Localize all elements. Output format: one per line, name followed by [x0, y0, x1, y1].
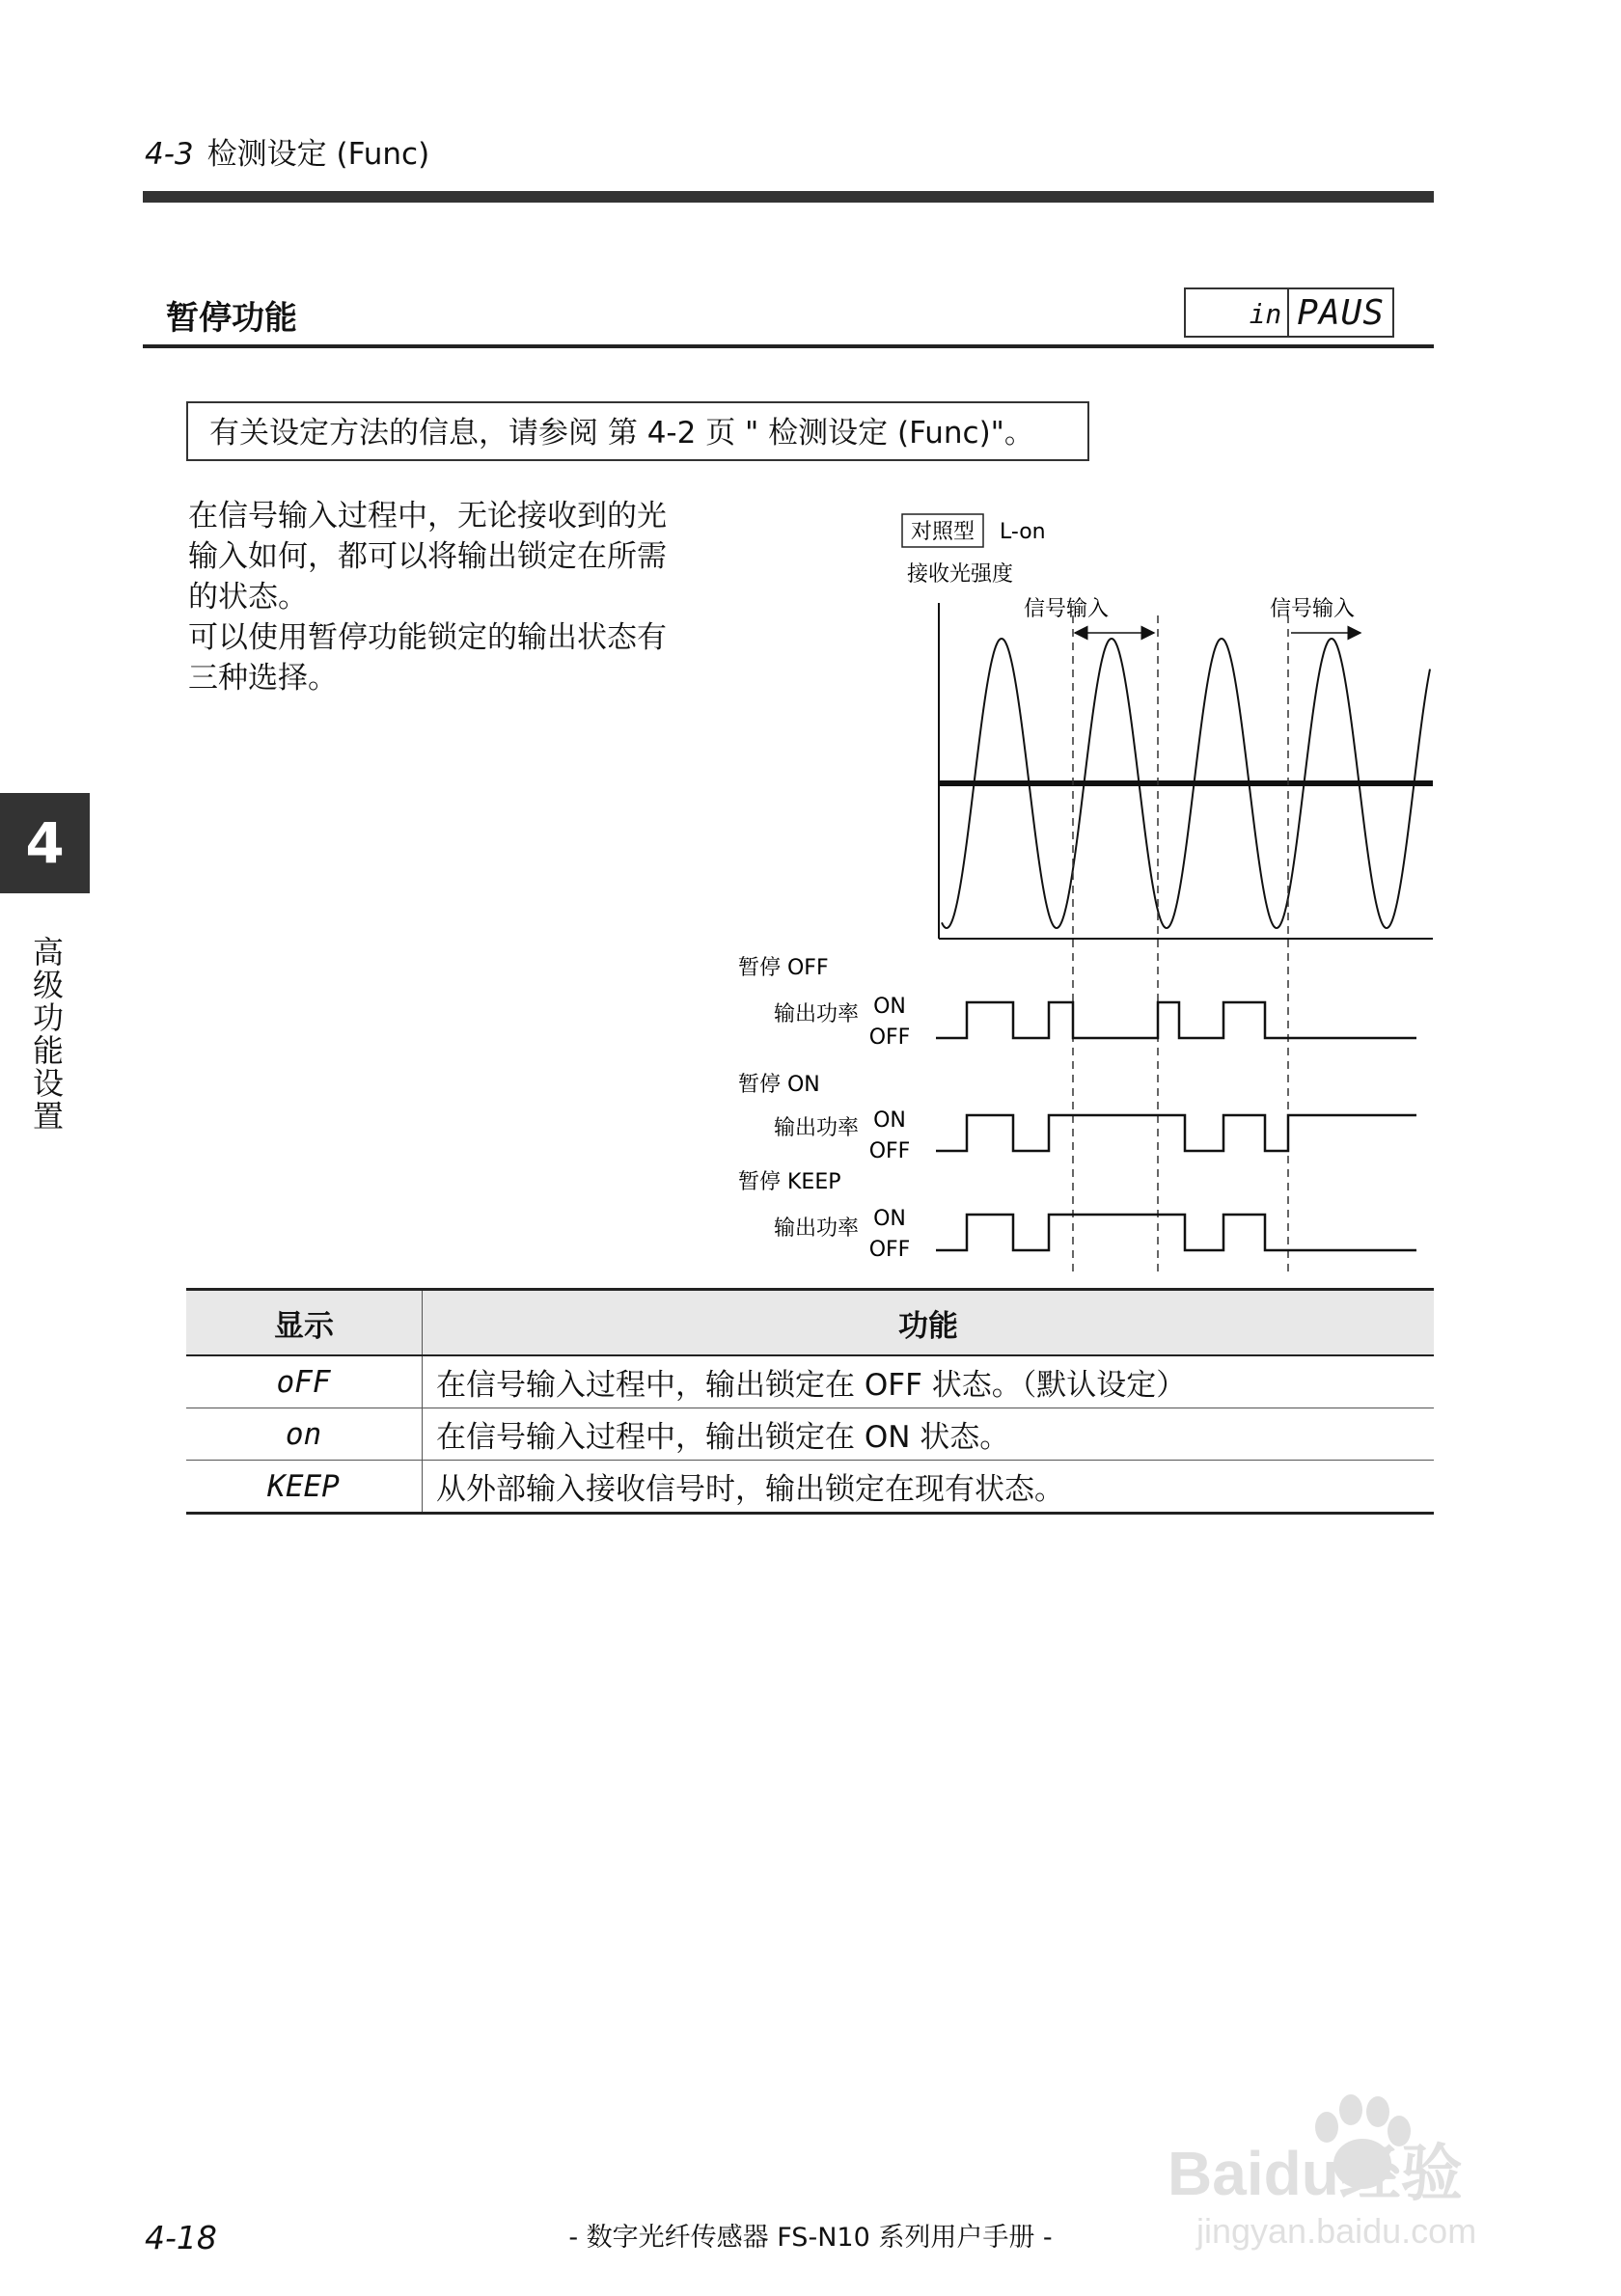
row-on-label: ON — [873, 1108, 906, 1133]
watermark-url: jingyan.baidu.com — [1196, 2211, 1477, 2251]
manual-title: - 数字光纤传感器 FS-N10 系列用户手册 - — [568, 2223, 1053, 2253]
row-title: 暂停 KEEP — [738, 1170, 841, 1194]
section-header — [145, 129, 429, 173]
row-output-label: 输出功率 — [774, 1116, 860, 1140]
description — [188, 496, 738, 698]
row-on-label: ON — [873, 1207, 906, 1231]
row-on-label: ON — [873, 995, 906, 1019]
output-waveform — [936, 1215, 1416, 1250]
signal-markers — [1073, 615, 1288, 1273]
display-code: on — [186, 1408, 423, 1461]
function-text: 在信号输入过程中，输出锁定在 ON 状态。 — [423, 1408, 1435, 1461]
title-rule — [143, 344, 1434, 348]
output-waveform — [936, 1115, 1416, 1151]
description-line: 的状态。 — [188, 580, 308, 615]
page-number: 4-18 — [145, 2219, 217, 2256]
lcd-display-badge — [1184, 287, 1394, 338]
row-output-label: 输出功率 — [774, 1216, 860, 1241]
reference-note: 有关设定方法的信息，请参阅 第 4-2 页 " 检测设定 (Func)"。 — [186, 401, 1089, 461]
mode-badge: 对照型 — [910, 520, 975, 544]
description-line: 输入如何，都可以将输出锁定在所需 — [188, 539, 667, 574]
chapter-label: 高级功能设置 — [28, 936, 65, 1133]
row-output-label: 输出功率 — [774, 1002, 860, 1026]
description-line: 可以使用暂停功能锁定的输出状态有 — [188, 620, 667, 655]
table-row — [186, 1461, 1434, 1514]
row-pause-off — [738, 956, 1416, 1050]
row-pause-on — [738, 1073, 1416, 1163]
header-rule — [143, 191, 1434, 203]
lcd-big-text: PAUS — [1297, 292, 1385, 333]
lcd-small-text: in — [1250, 289, 1290, 336]
function-text: 从外部输入接收信号时，输出锁定在现有状态。 — [423, 1461, 1435, 1514]
table-row — [186, 1408, 1434, 1461]
row-off-label: OFF — [868, 1238, 911, 1262]
row-off-label: OFF — [868, 1139, 911, 1163]
mode-label: L-on — [1000, 520, 1046, 544]
row-pause-keep — [738, 1170, 1416, 1262]
timing-diagram — [714, 502, 1447, 1273]
table-row — [186, 1355, 1434, 1408]
output-waveform — [936, 1002, 1416, 1038]
function-table — [186, 1288, 1434, 1515]
display-code: oFF — [186, 1355, 423, 1408]
y-axis-label: 接收光强度 — [907, 562, 1014, 587]
row-off-label: OFF — [868, 1025, 911, 1050]
signal-input-label-1: 信号输入 — [1023, 597, 1110, 621]
page-title: 暂停功能 — [166, 299, 297, 338]
row-title: 暂停 OFF — [738, 956, 829, 980]
watermark-logo — [1158, 2089, 1563, 2257]
description-line: 在信号输入过程中，无论接收到的光 — [188, 499, 667, 533]
table-header-row — [186, 1290, 1434, 1356]
section-number: 4-3 — [145, 137, 194, 172]
table-header-function: 功能 — [423, 1290, 1435, 1356]
section-title: 检测设定 (Func) — [206, 137, 430, 172]
signal-input-label-2: 信号输入 — [1269, 597, 1356, 621]
function-text: 在信号输入过程中，输出锁定在 OFF 状态。（默认设定） — [423, 1355, 1435, 1408]
table-header-display: 显示 — [186, 1290, 423, 1356]
chapter-tab: 4 — [0, 793, 90, 893]
watermark-brand: Baidu经验 — [1168, 2139, 1463, 2208]
display-code: KEEP — [186, 1461, 423, 1514]
description-line: 三种选择。 — [188, 661, 338, 696]
row-title: 暂停 ON — [738, 1073, 820, 1097]
